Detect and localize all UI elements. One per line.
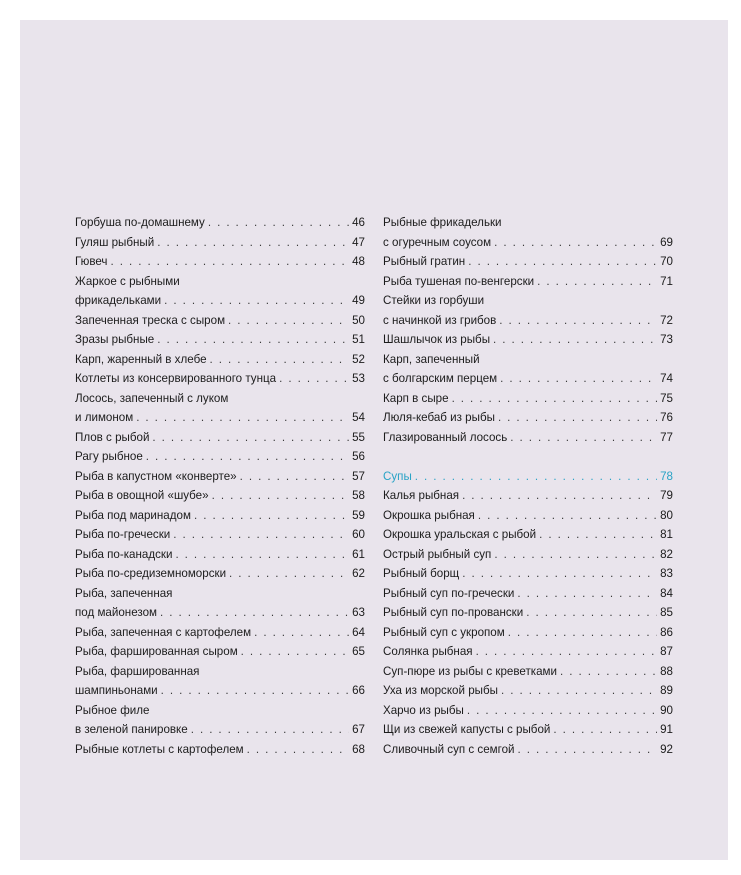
entry-title: в зеленой панировке <box>75 723 188 736</box>
toc-entry[interactable] <box>383 564 673 584</box>
dot-leader <box>499 311 657 331</box>
entry-title: Уха из морской рыбы <box>383 684 498 697</box>
entry-title: фрикадельками <box>75 294 162 307</box>
dot-leader <box>462 486 657 506</box>
entry-page-number: 48 <box>352 255 365 268</box>
entry-page-number: 90 <box>660 703 673 717</box>
entry-title: с начинкой из грибов <box>383 313 497 327</box>
entry-page-number: 68 <box>352 742 365 756</box>
entry-title: Плов с рыбой <box>75 430 150 444</box>
toc-entry[interactable] <box>383 740 673 760</box>
toc-entry[interactable] <box>75 740 365 760</box>
dot-leader <box>518 740 658 760</box>
entry-page-number: 92 <box>660 742 673 756</box>
dot-leader <box>462 564 657 584</box>
dot-leader <box>146 447 349 467</box>
entry-page-number: 65 <box>352 645 365 658</box>
toc-entry[interactable] <box>75 252 365 272</box>
entry-page-number: 83 <box>660 567 673 580</box>
entry-title: Рыбное филе <box>75 703 150 717</box>
entry-page-number: 58 <box>352 489 365 502</box>
entry-title: Рыбный суп с укропом <box>383 625 505 639</box>
toc-entry[interactable] <box>75 584 365 623</box>
entry-page-number: 50 <box>352 313 365 327</box>
entry-page-number: 76 <box>660 411 673 424</box>
dot-leader <box>468 252 657 272</box>
entry-title: Гуляш рыбный <box>75 235 155 249</box>
dot-leader <box>498 408 657 428</box>
entry-page-number: 84 <box>660 586 673 600</box>
entry-title: Окрошка уральская с рыбой <box>383 528 537 541</box>
entry-title: Солянка рыбная <box>383 645 473 658</box>
toc-entry[interactable] <box>383 350 673 389</box>
entry-title: Окрошка рыбная <box>383 508 475 522</box>
dot-leader <box>229 564 349 584</box>
entry-page-number: 53 <box>352 372 365 385</box>
dot-leader <box>212 486 350 506</box>
dot-leader <box>494 545 657 565</box>
toc-entry[interactable] <box>383 291 673 330</box>
dot-leader <box>279 369 349 389</box>
entry-page-number: 72 <box>660 313 673 327</box>
toc-entry[interactable] <box>383 486 673 506</box>
entry-title: с болгарским перцем <box>383 372 498 385</box>
entry-title: Гювеч <box>75 255 108 268</box>
entry-page-number: 49 <box>352 294 365 307</box>
entry-title: Калья рыбная <box>383 489 460 502</box>
entry-page-number: 64 <box>352 625 365 639</box>
entry-title: Рыбные котлеты с картофелем <box>75 742 244 756</box>
toc-entry[interactable] <box>383 545 673 565</box>
entry-page-number: 86 <box>660 625 673 639</box>
dot-leader <box>494 233 657 253</box>
entry-title: Карп, жаренный в хлебе <box>75 352 207 366</box>
toc-entry[interactable] <box>75 213 365 233</box>
dot-leader <box>157 330 349 350</box>
toc-right-column <box>383 213 673 759</box>
entry-page-number: 71 <box>660 274 673 288</box>
entry-title: Рыбные фрикадельки <box>383 216 502 229</box>
dot-leader <box>241 642 349 662</box>
dot-leader <box>194 506 349 526</box>
entry-title: Рыба, фаршированная <box>75 664 200 678</box>
entry-page-number: 60 <box>352 528 365 541</box>
toc-entry[interactable] <box>383 584 673 604</box>
entry-page-number: 85 <box>660 606 673 619</box>
toc-entry[interactable] <box>383 720 673 740</box>
dot-leader <box>157 233 349 253</box>
entry-title: Щи из свежей капусты с рыбой <box>383 723 551 736</box>
toc-entry[interactable] <box>75 272 365 311</box>
entry-title: Рыба по-канадски <box>75 547 173 561</box>
entry-page-number: 47 <box>352 235 365 249</box>
dot-leader <box>160 603 349 623</box>
toc-entry[interactable] <box>75 311 365 331</box>
toc-entry[interactable] <box>383 428 673 448</box>
entry-title: Рыбный борщ <box>383 567 460 580</box>
entry-page-number: 56 <box>352 450 365 463</box>
entry-page-number: 54 <box>352 411 365 424</box>
toc-entry[interactable] <box>383 662 673 682</box>
entry-page-number: 91 <box>660 723 673 736</box>
toc-entry[interactable] <box>383 642 673 662</box>
entry-title: Карп в сыре <box>383 391 449 405</box>
entry-title: Рыба под маринадом <box>75 508 191 522</box>
dot-leader <box>228 311 349 331</box>
toc-entry[interactable] <box>75 467 365 487</box>
book-page <box>20 20 728 860</box>
toc-entry[interactable] <box>383 525 673 545</box>
toc-entry[interactable] <box>383 506 673 526</box>
toc-entry[interactable] <box>75 662 365 701</box>
entry-page-number: 67 <box>352 723 365 736</box>
entry-title: Суп-пюре из рыбы с креветками <box>383 664 557 678</box>
entry-page-number: 87 <box>660 645 673 658</box>
dot-leader <box>553 720 657 740</box>
entry-page-number: 61 <box>352 547 365 561</box>
entry-page-number: 66 <box>352 684 365 697</box>
section-page-number: 78 <box>660 469 673 483</box>
entry-page-number: 80 <box>660 508 673 522</box>
dot-leader <box>208 213 349 233</box>
section-title: Супы <box>383 469 412 483</box>
entry-title: Шашлычок из рыбы <box>383 333 491 346</box>
entry-title: Стейки из горбуши <box>383 294 485 307</box>
entry-page-number: 77 <box>660 430 673 444</box>
entry-title: Лосось, запеченный с луком <box>75 391 229 405</box>
toc-entry[interactable] <box>75 330 365 350</box>
entry-title: Рыбный суп по-провански <box>383 606 524 619</box>
toc-left-column <box>75 213 365 759</box>
toc-entry[interactable] <box>75 525 365 545</box>
toc-entry[interactable] <box>75 389 365 428</box>
toc-entry[interactable] <box>75 701 365 740</box>
toc-entry[interactable] <box>75 545 365 565</box>
entry-page-number: 62 <box>352 567 365 580</box>
entry-title: Рыба, запеченная <box>75 586 173 600</box>
dot-leader <box>537 272 657 292</box>
entry-title: Рыбный суп по-гречески <box>383 586 515 600</box>
entry-title: Зразы рыбные <box>75 333 155 346</box>
entry-page-number: 59 <box>352 508 365 522</box>
dot-leader <box>191 720 349 740</box>
entry-title: Рыба по-гречески <box>75 528 171 541</box>
dot-leader <box>173 525 349 545</box>
entry-page-number: 70 <box>660 255 673 268</box>
toc-entry[interactable] <box>75 486 365 506</box>
entry-page-number: 74 <box>660 372 673 385</box>
toc-entry[interactable] <box>75 369 365 389</box>
toc-entry[interactable] <box>75 623 365 643</box>
dot-leader <box>240 467 349 487</box>
toc-entry[interactable] <box>383 681 673 701</box>
entry-title: Рыба, фаршированная сыром <box>75 645 238 658</box>
toc-entry[interactable] <box>75 428 365 448</box>
entry-title: Горбуша по-домашнему <box>75 216 205 229</box>
dot-leader <box>152 428 349 448</box>
entry-title: Котлеты из консервированного тунца <box>75 372 277 385</box>
toc-entry[interactable] <box>383 408 673 428</box>
dot-leader <box>478 506 657 526</box>
dot-leader <box>161 681 349 701</box>
dot-leader <box>501 681 657 701</box>
entry-page-number: 73 <box>660 333 673 346</box>
dot-leader <box>517 584 657 604</box>
entry-page-number: 46 <box>352 216 365 229</box>
toc-entry[interactable] <box>383 330 673 350</box>
dot-leader <box>415 467 657 487</box>
dot-leader <box>510 428 657 448</box>
dot-leader <box>164 291 349 311</box>
entry-page-number: 52 <box>352 352 365 366</box>
entry-page-number: 79 <box>660 489 673 502</box>
dot-leader <box>526 603 657 623</box>
toc-entry[interactable] <box>75 233 365 253</box>
dot-leader <box>539 525 657 545</box>
entry-title: Рыбный гратин <box>383 255 466 268</box>
toc-entry[interactable] <box>383 272 673 292</box>
toc-entry[interactable] <box>383 389 673 409</box>
entry-page-number: 88 <box>660 664 673 678</box>
entry-page-number: 81 <box>660 528 673 541</box>
entry-title: Карп, запеченный <box>383 352 480 366</box>
entry-page-number: 55 <box>352 430 365 444</box>
toc-entry[interactable] <box>383 213 673 252</box>
dot-leader <box>452 389 658 409</box>
dot-leader <box>110 252 349 272</box>
dot-leader <box>493 330 657 350</box>
entry-title: под майонезом <box>75 606 157 619</box>
entry-page-number: 82 <box>660 547 673 561</box>
entry-title: Острый рыбный суп <box>383 547 492 561</box>
dot-leader <box>500 369 657 389</box>
entry-title: с огуречным соусом <box>383 235 492 249</box>
dot-leader <box>467 701 657 721</box>
entry-title: Рыба по-средиземноморски <box>75 567 227 580</box>
toc-entry[interactable] <box>75 506 365 526</box>
entry-title: шампиньонами <box>75 684 158 697</box>
entry-title: Рыба тушеная по-венгерски <box>383 274 535 288</box>
toc-entry[interactable] <box>75 642 365 662</box>
dot-leader <box>210 350 350 370</box>
dot-leader <box>136 408 349 428</box>
toc-entry[interactable] <box>75 564 365 584</box>
entry-title: Сливочный суп с семгой <box>383 742 515 756</box>
dot-leader <box>175 545 349 565</box>
dot-leader <box>476 642 658 662</box>
entry-title: Рагу рыбное <box>75 450 143 463</box>
entry-title: Запеченная треска с сыром <box>75 313 226 327</box>
entry-title: Рыба в овощной «шубе» <box>75 489 209 502</box>
entry-page-number: 57 <box>352 469 365 483</box>
entry-title: Рыба, запеченная с картофелем <box>75 625 252 639</box>
entry-page-number: 63 <box>352 606 365 619</box>
entry-page-number: 75 <box>660 391 673 405</box>
dot-leader <box>254 623 349 643</box>
dot-leader <box>560 662 657 682</box>
entry-title: Глазированный лосось <box>383 430 508 444</box>
toc-entry[interactable] <box>75 350 365 370</box>
dot-leader <box>508 623 657 643</box>
entry-page-number: 69 <box>660 235 673 249</box>
entry-title: Жаркое с рыбными <box>75 274 180 288</box>
entry-title: Харчо из рыбы <box>383 703 464 717</box>
entry-page-number: 89 <box>660 684 673 697</box>
entry-title: и лимоном <box>75 411 134 424</box>
entry-title: Люля-кебаб из рыбы <box>383 411 495 424</box>
toc-entry[interactable] <box>383 252 673 272</box>
section-gap <box>383 447 673 467</box>
dot-leader <box>247 740 349 760</box>
entry-page-number: 51 <box>352 333 365 346</box>
toc-entry[interactable] <box>383 603 673 623</box>
entry-title: Рыба в капустном «конверте» <box>75 469 237 483</box>
toc-section-soups[interactable] <box>383 467 673 487</box>
toc-entry[interactable] <box>383 701 673 721</box>
toc-entry[interactable] <box>383 623 673 643</box>
toc-entry[interactable] <box>75 447 365 467</box>
